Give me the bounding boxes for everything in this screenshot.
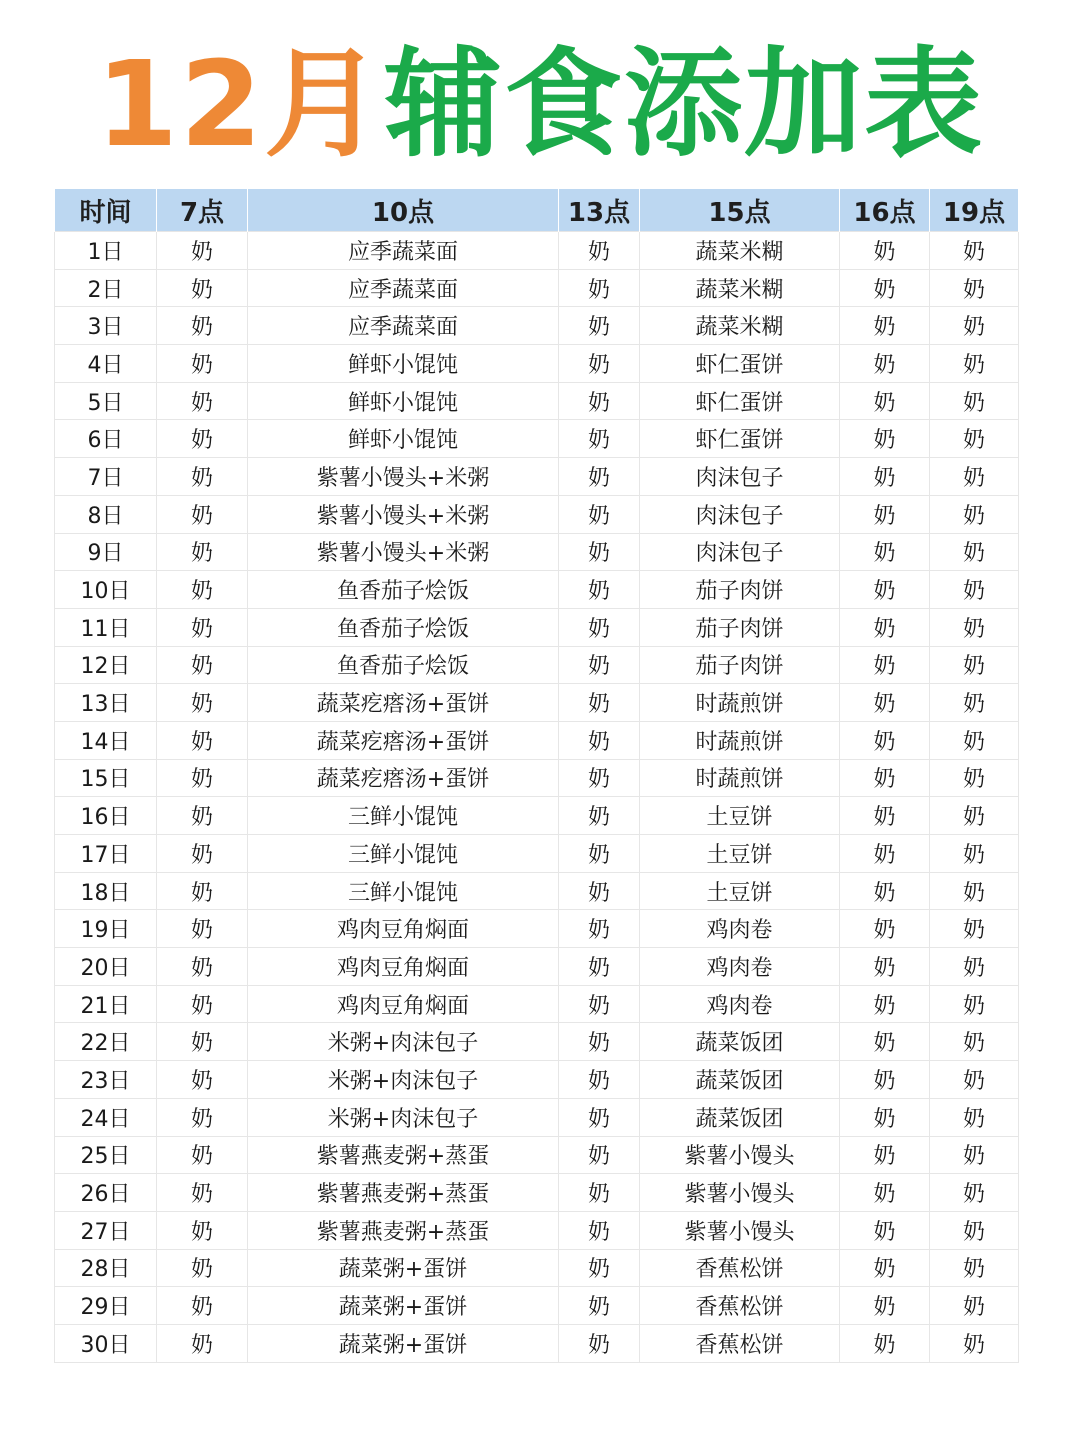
table-row [55, 1061, 1019, 1099]
cell-day: 11日 [55, 608, 157, 646]
cell-15: 时蔬煎饼 [640, 684, 840, 722]
cell-13: 奶 [559, 269, 640, 307]
cell-19: 奶 [930, 458, 1019, 496]
cell-19: 奶 [930, 1023, 1019, 1061]
cell-16: 奶 [840, 571, 930, 609]
cell-13: 奶 [559, 1324, 640, 1362]
cell-16: 奶 [840, 721, 930, 759]
cell-day: 21日 [55, 985, 157, 1023]
cell-13: 奶 [559, 1174, 640, 1212]
cell-10: 三鲜小馄饨 [248, 797, 559, 835]
cell-13: 奶 [559, 797, 640, 835]
cell-10: 蔬菜疙瘩汤+蛋饼 [248, 684, 559, 722]
cell-15: 鸡肉卷 [640, 985, 840, 1023]
cell-day: 9日 [55, 533, 157, 571]
cell-10: 鸡肉豆角焖面 [248, 948, 559, 986]
cell-day: 2日 [55, 269, 157, 307]
cell-19: 奶 [930, 721, 1019, 759]
cell-16: 奶 [840, 759, 930, 797]
page-title [0, 35, 1080, 173]
cell-19: 奶 [930, 1174, 1019, 1212]
cell-16: 奶 [840, 1136, 930, 1174]
cell-7: 奶 [157, 1061, 248, 1099]
cell-19: 奶 [930, 646, 1019, 684]
cell-day: 15日 [55, 759, 157, 797]
cell-7: 奶 [157, 382, 248, 420]
cell-16: 奶 [840, 872, 930, 910]
cell-19: 奶 [930, 948, 1019, 986]
cell-16: 奶 [840, 232, 930, 270]
cell-day: 20日 [55, 948, 157, 986]
table-row [55, 759, 1019, 797]
cell-day: 30日 [55, 1324, 157, 1362]
cell-10: 蔬菜疙瘩汤+蛋饼 [248, 721, 559, 759]
cell-13: 奶 [559, 495, 640, 533]
table-row [55, 232, 1019, 270]
cell-10: 三鲜小馄饨 [248, 872, 559, 910]
cell-19: 奶 [930, 1211, 1019, 1249]
cell-7: 奶 [157, 307, 248, 345]
cell-day: 4日 [55, 345, 157, 383]
cell-13: 奶 [559, 1023, 640, 1061]
cell-13: 奶 [559, 232, 640, 270]
cell-13: 奶 [559, 1287, 640, 1325]
cell-16: 奶 [840, 269, 930, 307]
cell-15: 肉沫包子 [640, 495, 840, 533]
table-row [55, 608, 1019, 646]
cell-16: 奶 [840, 646, 930, 684]
cell-15: 虾仁蛋饼 [640, 420, 840, 458]
cell-15: 蔬菜饭团 [640, 1061, 840, 1099]
cell-day: 8日 [55, 495, 157, 533]
cell-15: 鸡肉卷 [640, 948, 840, 986]
cell-10: 紫薯燕麦粥+蒸蛋 [248, 1136, 559, 1174]
table-row [55, 797, 1019, 835]
cell-10: 蔬菜疙瘩汤+蛋饼 [248, 759, 559, 797]
cell-19: 奶 [930, 1061, 1019, 1099]
cell-19: 奶 [930, 1249, 1019, 1287]
cell-13: 奶 [559, 420, 640, 458]
cell-19: 奶 [930, 495, 1019, 533]
cell-13: 奶 [559, 948, 640, 986]
cell-7: 奶 [157, 835, 248, 873]
cell-10: 紫薯小馒头+米粥 [248, 458, 559, 496]
cell-15: 茄子肉饼 [640, 646, 840, 684]
header-time: 时间 [55, 189, 157, 232]
table-row [55, 458, 1019, 496]
table-row [55, 1098, 1019, 1136]
cell-day: 25日 [55, 1136, 157, 1174]
table-row [55, 307, 1019, 345]
cell-10: 鸡肉豆角焖面 [248, 910, 559, 948]
cell-13: 奶 [559, 872, 640, 910]
cell-16: 奶 [840, 533, 930, 571]
cell-13: 奶 [559, 307, 640, 345]
cell-7: 奶 [157, 948, 248, 986]
table-row [55, 985, 1019, 1023]
cell-15: 茄子肉饼 [640, 608, 840, 646]
table-row [55, 721, 1019, 759]
cell-13: 奶 [559, 684, 640, 722]
cell-day: 28日 [55, 1249, 157, 1287]
cell-13: 奶 [559, 345, 640, 383]
cell-10: 紫薯小馒头+米粥 [248, 533, 559, 571]
cell-19: 奶 [930, 269, 1019, 307]
cell-15: 蔬菜饭团 [640, 1023, 840, 1061]
cell-day: 12日 [55, 646, 157, 684]
header-15: 15点 [640, 189, 840, 232]
table-row [55, 345, 1019, 383]
cell-15: 土豆饼 [640, 835, 840, 873]
cell-day: 14日 [55, 721, 157, 759]
cell-16: 奶 [840, 835, 930, 873]
cell-13: 奶 [559, 1098, 640, 1136]
cell-10: 蔬菜粥+蛋饼 [248, 1249, 559, 1287]
cell-15: 虾仁蛋饼 [640, 382, 840, 420]
cell-day: 7日 [55, 458, 157, 496]
cell-day: 1日 [55, 232, 157, 270]
cell-16: 奶 [840, 797, 930, 835]
table-row [55, 571, 1019, 609]
cell-13: 奶 [559, 985, 640, 1023]
cell-15: 土豆饼 [640, 797, 840, 835]
cell-16: 奶 [840, 1023, 930, 1061]
table-row [55, 420, 1019, 458]
cell-10: 紫薯燕麦粥+蒸蛋 [248, 1211, 559, 1249]
cell-7: 奶 [157, 910, 248, 948]
cell-19: 奶 [930, 835, 1019, 873]
header-10: 10点 [248, 189, 559, 232]
cell-16: 奶 [840, 608, 930, 646]
cell-day: 17日 [55, 835, 157, 873]
cell-7: 奶 [157, 684, 248, 722]
cell-day: 16日 [55, 797, 157, 835]
cell-19: 奶 [930, 1324, 1019, 1362]
cell-10: 蔬菜粥+蛋饼 [248, 1287, 559, 1325]
cell-16: 奶 [840, 1174, 930, 1212]
cell-15: 香蕉松饼 [640, 1324, 840, 1362]
cell-19: 奶 [930, 684, 1019, 722]
cell-16: 奶 [840, 910, 930, 948]
cell-13: 奶 [559, 382, 640, 420]
cell-15: 香蕉松饼 [640, 1249, 840, 1287]
cell-day: 5日 [55, 382, 157, 420]
cell-19: 奶 [930, 759, 1019, 797]
cell-10: 应季蔬菜面 [248, 269, 559, 307]
cell-7: 奶 [157, 608, 248, 646]
cell-16: 奶 [840, 1098, 930, 1136]
cell-19: 奶 [930, 420, 1019, 458]
cell-13: 奶 [559, 910, 640, 948]
table-row [55, 1324, 1019, 1362]
cell-15: 蔬菜米糊 [640, 307, 840, 345]
table-row [55, 1249, 1019, 1287]
cell-7: 奶 [157, 1023, 248, 1061]
cell-day: 3日 [55, 307, 157, 345]
cell-7: 奶 [157, 1098, 248, 1136]
cell-7: 奶 [157, 1324, 248, 1362]
cell-16: 奶 [840, 420, 930, 458]
cell-7: 奶 [157, 458, 248, 496]
cell-13: 奶 [559, 759, 640, 797]
cell-16: 奶 [840, 1249, 930, 1287]
cell-15: 蔬菜饭团 [640, 1098, 840, 1136]
cell-16: 奶 [840, 985, 930, 1023]
header-13: 13点 [559, 189, 640, 232]
cell-7: 奶 [157, 646, 248, 684]
table-row [55, 533, 1019, 571]
cell-7: 奶 [157, 985, 248, 1023]
cell-10: 紫薯小馒头+米粥 [248, 495, 559, 533]
cell-16: 奶 [840, 495, 930, 533]
cell-15: 紫薯小馒头 [640, 1211, 840, 1249]
table-row [55, 910, 1019, 948]
cell-19: 奶 [930, 345, 1019, 383]
cell-15: 紫薯小馒头 [640, 1136, 840, 1174]
cell-19: 奶 [930, 1098, 1019, 1136]
cell-19: 奶 [930, 608, 1019, 646]
cell-7: 奶 [157, 533, 248, 571]
cell-7: 奶 [157, 721, 248, 759]
cell-7: 奶 [157, 872, 248, 910]
cell-13: 奶 [559, 1249, 640, 1287]
cell-day: 24日 [55, 1098, 157, 1136]
cell-10: 应季蔬菜面 [248, 307, 559, 345]
table-row [55, 835, 1019, 873]
cell-13: 奶 [559, 835, 640, 873]
cell-day: 18日 [55, 872, 157, 910]
cell-15: 香蕉松饼 [640, 1287, 840, 1325]
cell-19: 奶 [930, 985, 1019, 1023]
table-row [55, 872, 1019, 910]
cell-19: 奶 [930, 232, 1019, 270]
cell-15: 肉沫包子 [640, 458, 840, 496]
cell-16: 奶 [840, 1061, 930, 1099]
cell-day: 22日 [55, 1023, 157, 1061]
table-row [55, 1023, 1019, 1061]
cell-10: 米粥+肉沫包子 [248, 1061, 559, 1099]
cell-15: 时蔬煎饼 [640, 721, 840, 759]
table-row [55, 1211, 1019, 1249]
cell-day: 19日 [55, 910, 157, 948]
cell-16: 奶 [840, 345, 930, 383]
title-main: 辅食添加表 [384, 35, 985, 173]
cell-10: 鲜虾小馄饨 [248, 420, 559, 458]
cell-13: 奶 [559, 533, 640, 571]
cell-13: 奶 [559, 458, 640, 496]
cell-10: 米粥+肉沫包子 [248, 1023, 559, 1061]
cell-16: 奶 [840, 1211, 930, 1249]
cell-16: 奶 [840, 1324, 930, 1362]
cell-7: 奶 [157, 1249, 248, 1287]
title-month: 12月 [95, 35, 385, 173]
cell-19: 奶 [930, 382, 1019, 420]
cell-10: 三鲜小馄饨 [248, 835, 559, 873]
cell-day: 10日 [55, 571, 157, 609]
cell-19: 奶 [930, 533, 1019, 571]
cell-15: 时蔬煎饼 [640, 759, 840, 797]
cell-10: 鱼香茄子烩饭 [248, 646, 559, 684]
header-19: 19点 [930, 189, 1019, 232]
cell-7: 奶 [157, 420, 248, 458]
cell-10: 紫薯燕麦粥+蒸蛋 [248, 1174, 559, 1212]
cell-15: 肉沫包子 [640, 533, 840, 571]
cell-15: 虾仁蛋饼 [640, 345, 840, 383]
cell-7: 奶 [157, 797, 248, 835]
cell-7: 奶 [157, 1287, 248, 1325]
cell-10: 鲜虾小馄饨 [248, 382, 559, 420]
cell-day: 13日 [55, 684, 157, 722]
cell-10: 应季蔬菜面 [248, 232, 559, 270]
cell-10: 鲜虾小馄饨 [248, 345, 559, 383]
cell-15: 紫薯小馒头 [640, 1174, 840, 1212]
table-row [55, 1136, 1019, 1174]
cell-10: 鱼香茄子烩饭 [248, 571, 559, 609]
cell-19: 奶 [930, 307, 1019, 345]
cell-13: 奶 [559, 721, 640, 759]
cell-16: 奶 [840, 684, 930, 722]
cell-16: 奶 [840, 1287, 930, 1325]
table-row [55, 948, 1019, 986]
cell-7: 奶 [157, 1174, 248, 1212]
cell-19: 奶 [930, 872, 1019, 910]
cell-13: 奶 [559, 608, 640, 646]
cell-13: 奶 [559, 1061, 640, 1099]
table-header-row [55, 189, 1019, 232]
cell-15: 鸡肉卷 [640, 910, 840, 948]
cell-19: 奶 [930, 797, 1019, 835]
cell-15: 土豆饼 [640, 872, 840, 910]
table-row [55, 382, 1019, 420]
cell-19: 奶 [930, 1287, 1019, 1325]
table-row [55, 684, 1019, 722]
cell-15: 茄子肉饼 [640, 571, 840, 609]
table-body [55, 232, 1019, 1363]
header-7: 7点 [157, 189, 248, 232]
cell-13: 奶 [559, 1136, 640, 1174]
cell-7: 奶 [157, 345, 248, 383]
table-row [55, 646, 1019, 684]
table-row [55, 1287, 1019, 1325]
cell-7: 奶 [157, 269, 248, 307]
cell-16: 奶 [840, 307, 930, 345]
cell-10: 鸡肉豆角焖面 [248, 985, 559, 1023]
cell-day: 27日 [55, 1211, 157, 1249]
table-row [55, 1174, 1019, 1212]
cell-13: 奶 [559, 571, 640, 609]
cell-7: 奶 [157, 759, 248, 797]
header-16: 16点 [840, 189, 930, 232]
cell-13: 奶 [559, 1211, 640, 1249]
cell-7: 奶 [157, 232, 248, 270]
cell-10: 米粥+肉沫包子 [248, 1098, 559, 1136]
cell-day: 26日 [55, 1174, 157, 1212]
cell-7: 奶 [157, 1211, 248, 1249]
cell-15: 蔬菜米糊 [640, 232, 840, 270]
feeding-schedule-table [54, 189, 1019, 1363]
cell-day: 23日 [55, 1061, 157, 1099]
cell-7: 奶 [157, 571, 248, 609]
cell-19: 奶 [930, 910, 1019, 948]
cell-10: 蔬菜粥+蛋饼 [248, 1324, 559, 1362]
cell-16: 奶 [840, 458, 930, 496]
cell-19: 奶 [930, 1136, 1019, 1174]
cell-15: 蔬菜米糊 [640, 269, 840, 307]
cell-day: 29日 [55, 1287, 157, 1325]
cell-19: 奶 [930, 571, 1019, 609]
table-row [55, 495, 1019, 533]
cell-7: 奶 [157, 1136, 248, 1174]
cell-day: 6日 [55, 420, 157, 458]
cell-13: 奶 [559, 646, 640, 684]
cell-10: 鱼香茄子烩饭 [248, 608, 559, 646]
cell-16: 奶 [840, 382, 930, 420]
cell-16: 奶 [840, 948, 930, 986]
table-row [55, 269, 1019, 307]
cell-7: 奶 [157, 495, 248, 533]
